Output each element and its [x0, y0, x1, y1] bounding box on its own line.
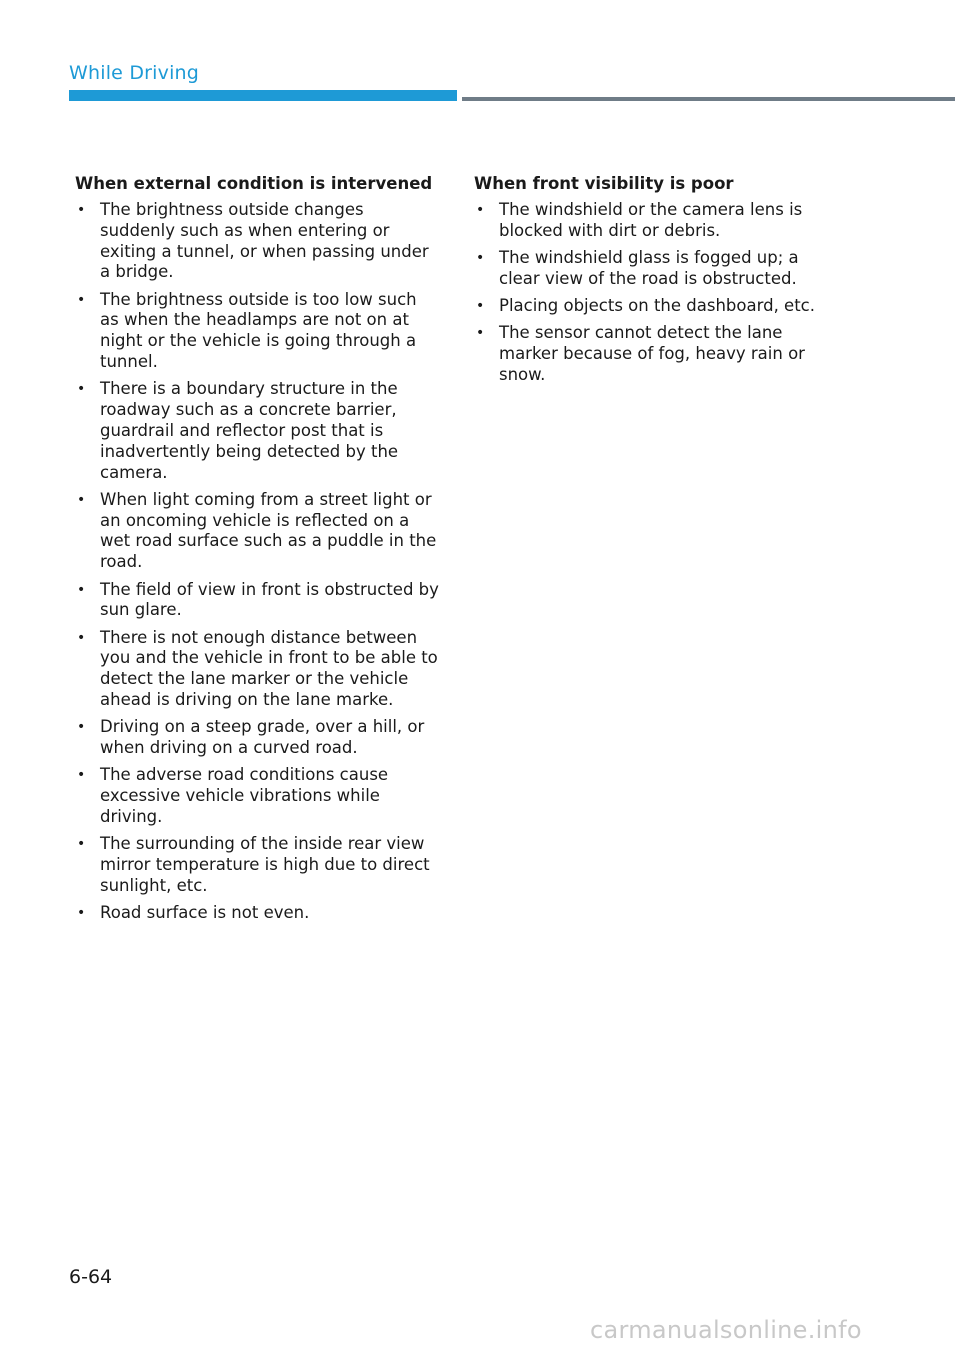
list-item [75, 717, 440, 759]
bullet-icon: • [77, 581, 86, 598]
list-item [474, 323, 839, 385]
list-item-text: Driving on a steep grade, over a hill, or when driving on a curved road. [100, 717, 425, 758]
list-item [474, 248, 839, 290]
list-item [474, 296, 839, 317]
bullet-icon: • [77, 202, 86, 218]
bullet-icon: • [476, 298, 485, 315]
list-item-text: Placing objects on the dashboard, etc. [499, 296, 815, 316]
left-bullet-list [75, 200, 440, 924]
list-item [75, 379, 440, 483]
list-item [75, 580, 440, 622]
section-title: While Driving [69, 62, 200, 84]
list-item [75, 290, 440, 373]
list-item-text: When light coming from a street light or an oncoming vehicle is reflected on a wet road surface such as a puddle in the road. [100, 489, 437, 572]
bullet-icon: • [476, 325, 485, 342]
bullet-icon: • [476, 202, 485, 218]
bullet-icon: • [77, 767, 86, 784]
header-rule-gray [462, 97, 955, 101]
bullet-icon: • [77, 491, 86, 508]
bullet-icon: • [476, 250, 485, 267]
list-item-text: There is a boundary structure in the roadway such as a concrete barrier, guardrail and reflector post that is inadvertently being detected by the camera. [100, 379, 399, 482]
left-column-heading: When external condition is intervened [75, 174, 433, 193]
list-item-text: The adverse road conditions cause excessive vehicle vibrations while driving. [100, 765, 389, 827]
right-column [474, 173, 839, 392]
list-item [474, 200, 839, 242]
list-item [75, 490, 440, 573]
watermark: carmanualsonline.info [590, 1316, 862, 1344]
list-item [75, 765, 440, 827]
left-column [75, 173, 440, 931]
list-item-text: There is not enough distance between you and the vehicle in front to be able to detect the lane marker or the vehicle ahead is driving on the lane marke. [100, 627, 438, 710]
list-item-text: The surrounding of the inside rear view mirror temperature is high due to direct sunlight, etc. [100, 834, 430, 895]
right-column-heading: When front visibility is poor [474, 174, 734, 193]
list-item [75, 903, 440, 924]
list-item-text: The sensor cannot detect the lane marker because of fog, heavy rain or snow. [499, 323, 805, 385]
list-item [75, 834, 440, 896]
list-item-text: The brightness outside is too low such as when the headlamps are not on at night or the vehicle is going through a tunnel. [100, 289, 417, 372]
list-item [75, 200, 440, 283]
list-item [75, 628, 440, 711]
bullet-icon: • [77, 629, 86, 646]
bullet-icon: • [77, 905, 86, 922]
list-item-text: The windshield or the camera lens is blocked with dirt or debris. [499, 200, 803, 240]
list-item-text: The windshield glass is fogged up; a clear view of the road is obstructed. [499, 248, 799, 288]
list-item-text: Road surface is not even. [100, 903, 310, 923]
list-item-text: The field of view in front is obstructed by sun glare. [100, 579, 439, 620]
right-bullet-list [474, 200, 839, 386]
bullet-icon: • [77, 381, 86, 398]
list-item-text: The brightness outside changes suddenly such as when entering or exiting a tunnel, or when passing under a bridge. [100, 200, 429, 282]
header-rule-blue [69, 90, 457, 101]
bullet-icon: • [77, 291, 86, 308]
page-number: 6-64 [69, 1266, 113, 1288]
bullet-icon: • [77, 719, 86, 736]
bullet-icon: • [77, 836, 86, 853]
